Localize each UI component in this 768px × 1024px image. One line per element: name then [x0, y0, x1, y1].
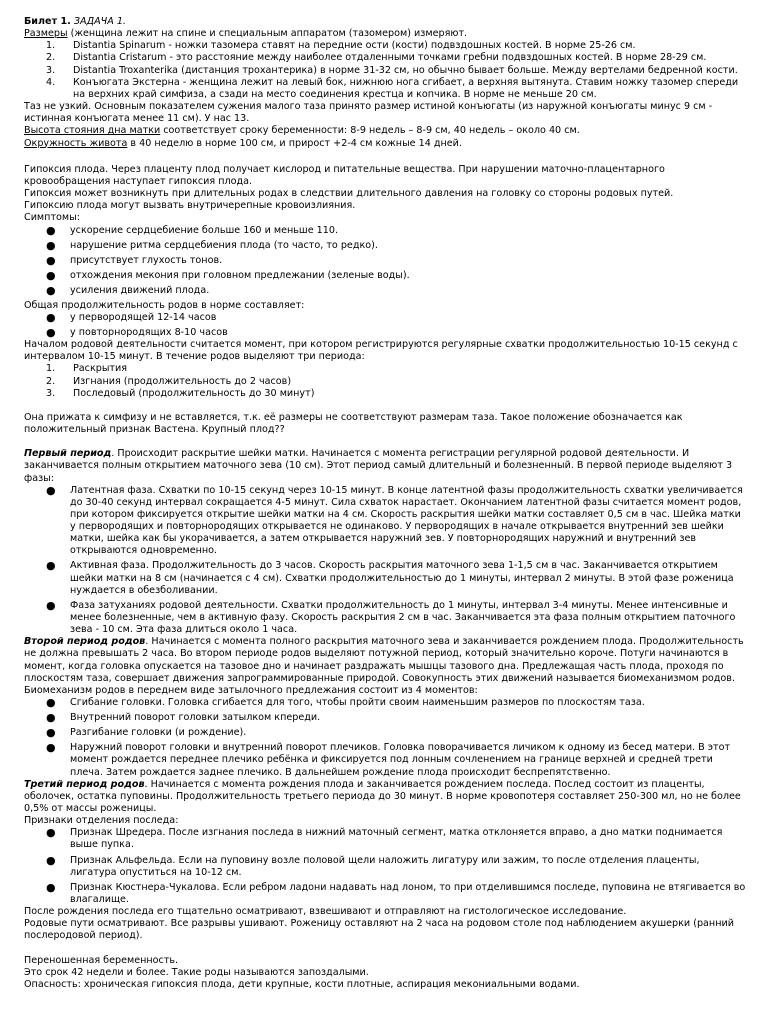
- bullet-icon: ●: [46, 223, 56, 237]
- signs-heading: Признаки отделения последа:: [24, 815, 179, 827]
- list-item: ● Признак Альфельда. Если на пуповину возле половой щели наложить лигатуру или зажим, то после отделения плаценты, лигатура опуститься на 10-12 см.: [46, 853, 700, 878]
- bullet-icon: ●: [46, 559, 56, 573]
- paragraph-second-period: Второй период родов. Начинается с момента полного раскрытия маточного зева и заканчивается рождением плода. Продолжительность не должна превышать 2 часа. Во втором периоде родов выделяют потужной период, который значительно короче. Потуги начинаются в момент, когда головка опускается на тазовое дно и начинает раздражать мышцы тазового дна. Предлежащая часть плода, проходя по плоскостям таза, совершает движения запрограммированные природой. Совокупность этих движений называется биомеханизмом родов. Биомеханизм родов в переднем виде затылочного предлежания состоит из 4 моментов:: [24, 636, 744, 696]
- signs-list: [24, 827, 746, 906]
- ticket-title: Билет 1. ЗАДАЧА 1.: [24, 16, 126, 27]
- list-item: ● отхождения мекония при головном предлежании (зеленые воды).: [46, 268, 410, 282]
- list-item: ● у первородящей 12-14 часов: [46, 310, 217, 324]
- bullet-icon: ●: [46, 238, 56, 252]
- symptoms-list: [24, 225, 746, 297]
- bullet-icon: ●: [46, 741, 56, 755]
- bullet-icon: ●: [46, 726, 56, 740]
- list-item: ● Признак Кюстнера-Чукалова. Если ребром ладони надавать над лоном, то при отделившимся последе, пуповина не втягивается во влагалище.: [46, 880, 746, 905]
- paragraph-first-period: Первый период. Происходит раскрытие шейки матки. Начинается с момента регистрации регулярной родовой деятельности. И заканчивается полным открытием маточного зева (10 см). Этот период самый длительный и болезненный. В первой периоде выделяют 3 фазы:: [24, 448, 733, 484]
- paragraph-pelvis: Таз не узкий. Основным показателем сужения малого таза принято размер истиной конъюгаты (из наружной конъюгаты минус 9 см - истинная конъюгата менее 11 см). У нас 13.: [24, 101, 713, 125]
- paragraph-post-term: Переношенная беременность.: [24, 954, 179, 966]
- list-item: ● Фаза затуханиях родовой деятельности. Схватки продолжительность до 1 минуты, интервал 3-4 минуты. Менее интенсивные и менее болезненные, чем в активную фазу. Скорость раскрытия 2 см в час. Заканчивается эта фаза полным открытием паточного зева - 10 см. Эта фаза длиться около 1 часа.: [46, 598, 736, 636]
- document-page: [24, 16, 746, 991]
- bullet-icon: ●: [46, 483, 56, 497]
- paragraph-abdomen: Окружность живота в 40 неделю в норме 100 см, и прирост +2-4 см кожные 14 дней.: [24, 137, 462, 149]
- moments-list: [24, 697, 746, 779]
- bullet-icon: ●: [46, 826, 56, 840]
- sizes-list: [24, 40, 746, 101]
- list-item: ● Внутренний поворот головки затылком кпереди.: [46, 711, 321, 725]
- paragraph-after-birth: После рождения последа его тщательно осматривают, взвешивают и отправляют на гистологическое исследование.: [24, 906, 627, 918]
- bullet-icon: ●: [46, 598, 56, 612]
- bullet-icon: ●: [46, 253, 56, 267]
- list-item: ● Сгибание головки. Головка сгибается для того, чтобы пройти своим наименьшим размеров по плоскостям таза.: [46, 696, 645, 710]
- paragraph-fundus-height: Высота стояния дна матки соответствует сроку беременности: 8-9 недель – 8-9 см, 40 недель – около 40 см.: [24, 125, 580, 137]
- list-item: ● ускорение сердцебиение больше 160 и меньше 110.: [46, 223, 339, 237]
- list-item: 3. Последовый (продолжительность до 30 минут): [46, 387, 315, 399]
- list-item: ● Латентная фаза. Схватки по 10-15 секунд через 10-15 минут. В конце латентной фазы продолжительность схватки увеличивается до 30-40 секунд интервал сокращается 4-5 минут. Сила схваток нарастает. Окончанием латентной фазы считается момент родов, при котором фиксируется открытие шейки матки на 4 см. Скорость раскрытия шейки матки составляет 0,5 см в час. Шейка матки у первородящих и повторнородящих открывается не одинаково. У первородящих в начале открывается внутренний зев шейки матки, шейка как бы укорачивается, а затем открывается наружний зев. У повторнородящих наружний и внутренний зев открываются одновременно.: [46, 483, 743, 557]
- periods-list: [24, 363, 746, 399]
- paragraph-labor-start: Началом родовой деятельности считается момент, при котором регистрируются регулярные схватки продолжительностью 10-15 секунд с интервалом 10-15 минут. В течение родов выделяют три периода:: [24, 339, 738, 363]
- bullet-icon: ●: [46, 853, 56, 867]
- list-item: ● нарушение ритма сердцебиения плода (то часто, то редко).: [46, 238, 378, 252]
- list-item: ● Признак Шредера. После изгнания последа в нижний маточный сегмент, матка отклоняется вправо, а дно матки поднимается выше пупка.: [46, 826, 723, 851]
- list-item: 2. Изгнания (продолжительность до 2 часов): [46, 375, 292, 387]
- bullet-icon: ●: [46, 310, 56, 324]
- sizes-intro: Размеры (женщина лежит на спине и специальным аппаратом (тазомером) измеряют.: [24, 28, 468, 40]
- symptoms-heading: Симптомы:: [24, 212, 80, 224]
- paragraph-hypoxia: Гипоксию плода могут вызвать внутричерепные кровоизлияния.: [24, 200, 356, 212]
- bullet-icon: ●: [46, 880, 56, 894]
- paragraph-post-term: Опасность: хроническая гипоксия плода, дети крупные, кости плотные, аспирация мекониальными водами.: [24, 978, 580, 990]
- list-item: 4. Конъюгата Экстерна - женщина лежит на левый бок, нижнюю нога сгибает, а верхняя вытянута. Ставим ножку тазомер спереди на верхних край симфиза, а сзади на место соединения крестца и копчика. В норме не меньше 20 см.: [46, 76, 739, 100]
- bullet-icon: ●: [46, 711, 56, 725]
- bullet-icon: ●: [46, 283, 56, 297]
- list-item: ● Наружний поворот головки и внутренний поворот плечиков. Головка поворачивается личиком к одному из бесед матери. В этот момент рождается переднее плечико ребёнка и фиксируется под лонным сочленением на границе верхней и средней трети плеча. Затем рождается заднее плечико. В дальнейшем рождение плода происходит беспрепятственно.: [46, 741, 731, 778]
- paragraph-third-period: Третий период родов. Начинается с момента рождения плода и заканчивается рождением последа. Послед состоит из плаценты, оболочек, остатка пуповины. Продолжительность третьего периода до 30 минут. В норме кровопотеря составляет 250-300 мл, но не более 0,5% от массы роженицы.: [24, 778, 741, 815]
- paragraph-post-term: Это срок 42 недели и более. Такие роды называются запоздалыми.: [24, 966, 369, 978]
- list-item: ● Разгибание головки (и рождение).: [46, 726, 247, 740]
- list-item: ● у повторнородящих 8-10 часов: [46, 325, 228, 339]
- paragraph-after-birth: Родовые пути осматривают. Все разрывы ушивают. Роженицу оставляют на 2 часа на родовом столе под наблюдением акушерки (ранний послеродовой период).: [24, 918, 734, 942]
- bullet-icon: ●: [46, 325, 56, 339]
- list-item: ● Активная фаза. Продолжительность до 3 часов. Скорость раскрытия маточного зева 1-1,5 см в час. Заканчивается открытием шейки матки на 8 см (начинается с 4 см). Схватки продолжительностью до 1 минуты, интервал 2 минуты. В этой фазе роженица нуждается в обезболивании.: [46, 559, 734, 596]
- list-item: 1. Distantia Spinarum - ножки тазомера ставят на передние ости (кости) подвздошных костей. В норме 25-26 см.: [46, 40, 636, 52]
- bullet-icon: ●: [46, 696, 56, 710]
- list-item: ● присутствует глухость тонов.: [46, 253, 223, 267]
- list-item: 1. Раскрытия: [46, 363, 127, 375]
- paragraph-hypoxia: Гипоксия может возникнуть при длительных родах в следствии длительного давления на головку со стороны родовых путей.: [24, 188, 674, 200]
- duration-list: [24, 312, 746, 339]
- paragraph-hypoxia: Гипоксия плода. Через плаценту плод получает кислород и питательные вещества. При нарушении маточно-плацентарного кровообращения наступает гипоксия плода.: [24, 163, 665, 187]
- duration-heading: Общая продолжительность родов в норме составляет:: [24, 299, 305, 311]
- phases-list: [24, 485, 746, 637]
- bullet-icon: ●: [46, 268, 56, 282]
- list-item: 3. Distantia Troxanterika (дистанция трохантерика) в норме 31-32 см, но обычно бывает больше. Между вертелами бедренной кости.: [46, 64, 738, 76]
- list-item: 2. Distantia Cristarum - это расстояние между наиболее отдаленными точками гребни подвздошных костей. В норме 28-29 см.: [46, 52, 707, 64]
- list-item: ● усиления движений плода.: [46, 283, 210, 297]
- paragraph-vasten: Она прижата к симфизу и не вставляется, т.к. её размеры не соответствуют размерам таза. Такое положение обозначается как положительный признак Вастена. Крупный плод??: [24, 411, 683, 436]
